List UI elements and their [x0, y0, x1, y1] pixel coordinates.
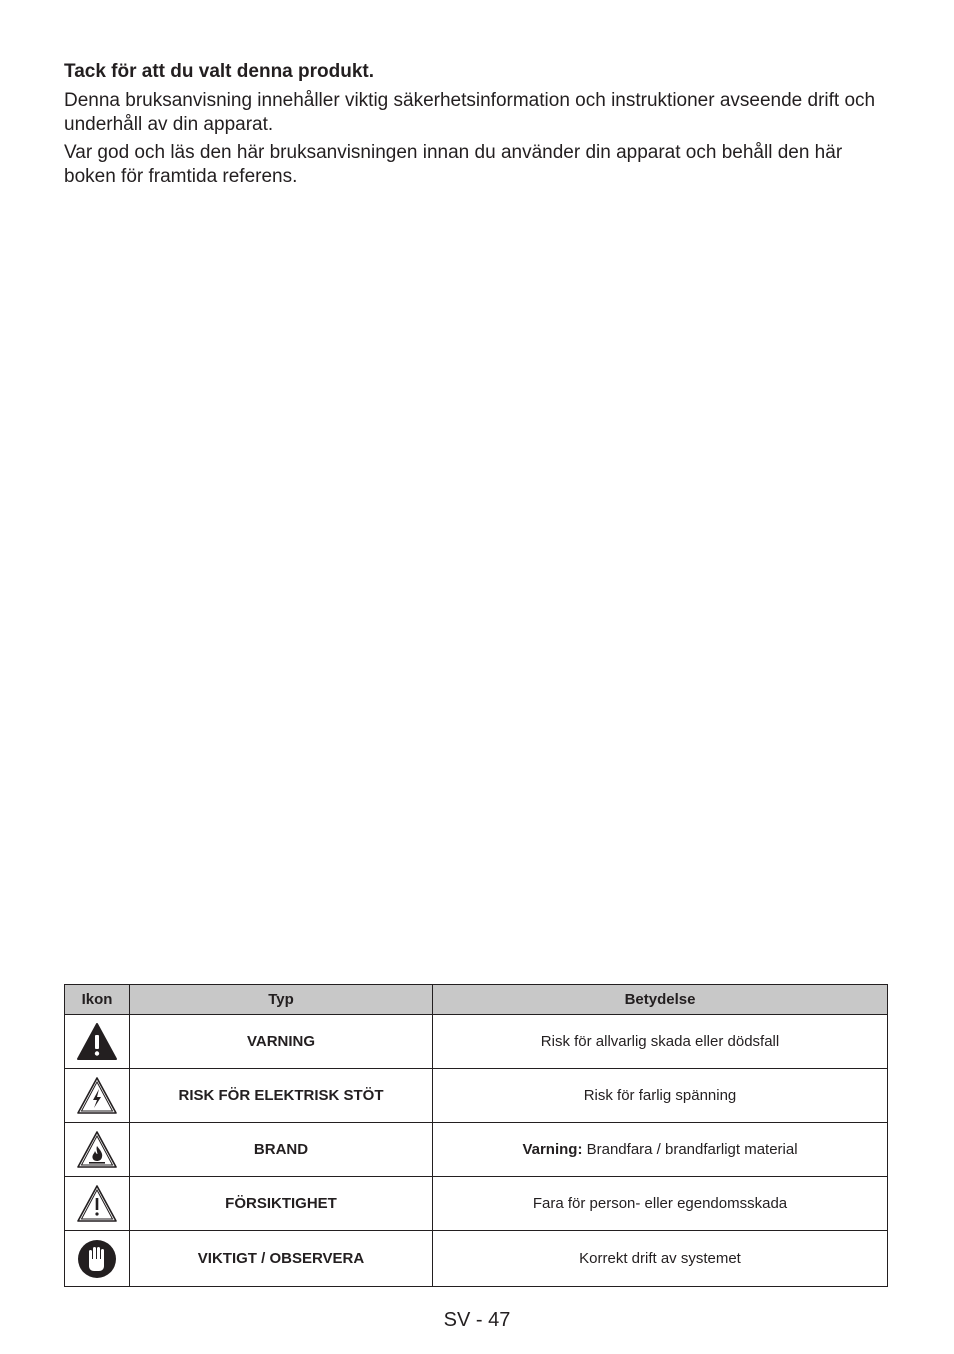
type-cell: RISK FÖR ELEKTRISK STÖT — [130, 1069, 433, 1123]
type-cell: VARNING — [130, 1015, 433, 1069]
intro-section — [64, 60, 894, 193]
meaning-cell: Risk för farlig spänning — [433, 1069, 888, 1123]
intro-paragraph-2: Var god och läs den här bruksanvisningen innan du använder din apparat och behåll den här boken för framtida referens. — [64, 142, 843, 187]
meaning-cell: Risk för allvarlig skada eller dödsfall — [433, 1015, 888, 1069]
hand-stop-icon — [76, 1238, 118, 1280]
table-row — [65, 1015, 888, 1069]
icon-cell — [65, 1015, 130, 1069]
page-number: SV - 47 — [443, 1309, 511, 1331]
icon-cell — [65, 1231, 130, 1287]
table-row — [65, 1123, 888, 1177]
symbols-table — [64, 984, 888, 1287]
header-type: Typ — [130, 985, 433, 1015]
icon-cell — [65, 1069, 130, 1123]
icon-cell — [65, 1177, 130, 1231]
type-cell: FÖRSIKTIGHET — [130, 1177, 433, 1231]
meaning-cell — [433, 1123, 888, 1177]
fire-icon — [76, 1130, 118, 1170]
caution-icon — [76, 1184, 118, 1224]
header-icon: Ikon — [65, 985, 130, 1015]
table-row — [65, 1177, 888, 1231]
table-row — [65, 1069, 888, 1123]
meaning-text: Brandfara / brandfarligt material — [582, 1141, 798, 1158]
electric-shock-icon — [76, 1076, 118, 1116]
header-meaning: Betydelse — [433, 985, 888, 1015]
meaning-cell: Korrekt drift av systemet — [433, 1231, 888, 1287]
type-cell: VIKTIGT / OBSERVERA — [130, 1231, 433, 1287]
type-cell: BRAND — [130, 1123, 433, 1177]
table-header-row — [65, 985, 888, 1015]
table-row — [65, 1231, 888, 1287]
icon-cell — [65, 1123, 130, 1177]
intro-heading: Tack för att du valt denna produkt. — [64, 61, 375, 82]
warning-filled-icon — [76, 1022, 118, 1062]
meaning-cell: Fara för person- eller egendomsskada — [433, 1177, 888, 1231]
intro-paragraph-1: Denna bruksanvisning innehåller viktig säkerhetsinformation och instruktioner avseende drift och underhåll av din apparat. — [64, 90, 876, 135]
meaning-bold-label: Varning: — [522, 1141, 583, 1158]
